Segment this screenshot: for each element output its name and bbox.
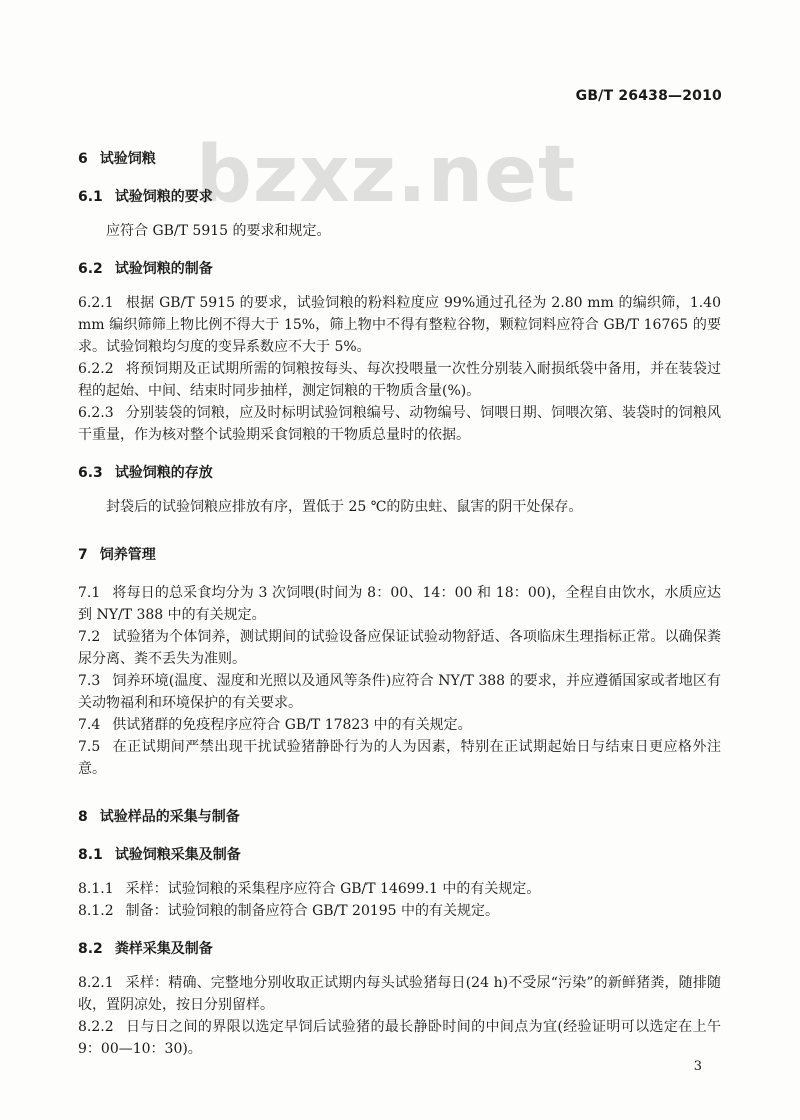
- clause-7-3: [78, 670, 721, 714]
- section-6-3-text: 封袋后的试验饲粮应排放有序，置低于 25 ℃的防虫蛀、鼠害的阴干处保存。: [106, 499, 583, 515]
- clause-number: 8.2.1: [78, 975, 114, 991]
- section-number: 7: [78, 547, 88, 563]
- clause-text: 饲养环境(温度、湿度和光照以及通风等条件)应符合 NY/T 388 的要求，并应遵循国家或者地区有关动物福利和环境保护的有关要求。: [78, 673, 721, 711]
- clause-number: 7.3: [78, 673, 101, 689]
- section-6-1-text: 应符合 GB/T 5915 的要求和规定。: [106, 223, 331, 239]
- section-title: 饲养管理: [99, 547, 156, 563]
- clause-8-1-2: [78, 900, 721, 922]
- clause-7-2: [78, 626, 721, 670]
- clause-number: 7.1: [78, 585, 101, 601]
- clause-text: 日与日之间的界限以选定早饲后试验猪的最长静卧时间的中间点为宜(经验证明可以选定在上午 9：00—10：30)。: [78, 1019, 721, 1057]
- clause-text: 将预饲期及正试期所需的饲粮按每头、每次投喂量一次性分别装入耐损纸袋中备用，并在装袋过程的起始、中间、结束时同步抽样，测定饲粮的干物质含量(%)。: [78, 361, 721, 399]
- section-number: 6.1: [78, 189, 103, 205]
- section-title: 试验饲粮的制备: [114, 261, 213, 277]
- section-number: 6.2: [78, 261, 103, 277]
- section-title: 试验饲粮的存放: [114, 465, 213, 481]
- clause-7-1: [78, 582, 721, 626]
- section-8-2-heading: [78, 938, 721, 960]
- clause-number: 7.2: [78, 629, 101, 645]
- section-number: 6.3: [78, 465, 103, 481]
- clause-6-2-2: [78, 358, 721, 402]
- clause-text: 供试猪群的免疫程序应符合 GB/T 17823 中的有关规定。: [112, 717, 472, 733]
- clause-7-4: [78, 714, 721, 736]
- document-body: [78, 148, 721, 1060]
- section-title: 试验饲粮采集及制备: [114, 847, 241, 863]
- clause-text: 将每日的总采食均分为 3 次饲喂(时间为 8：00、14：00 和 18：00)，全程自由饮水，水质应达到 NY/T 388 中的有关规定。: [78, 585, 721, 623]
- clause-number: 8.2.2: [78, 1019, 114, 1035]
- clause-number: 8.1.1: [78, 881, 114, 897]
- page-number: 3: [693, 1059, 702, 1074]
- section-number: 8.2: [78, 941, 103, 957]
- clause-text: 根据 GB/T 5915 的要求，试验饲粮的粉料粒度应 99%通过孔径为 2.80 mm 的编织筛，1.40 mm 编织筛筛上物比例不得大于 15%，筛上物中不得有整粒谷物，颗粒饲料应符合 GB/T 16765 的要求。试验饲粮均匀度的变异系数应不大于 5%。: [78, 295, 721, 355]
- section-7-heading: [78, 544, 721, 566]
- section-6-2-heading: [78, 258, 721, 280]
- clause-number: 8.1.2: [78, 903, 114, 919]
- clause-8-2-1: [78, 972, 721, 1016]
- section-6-1-heading: [78, 186, 721, 208]
- section-title: 试验饲粮: [99, 151, 156, 167]
- clause-text: 试验猪为个体饲养，测试期间的试验设备应保证试验动物舒适、各项临床生理指标正常。以确保粪尿分离、粪不丢失为准则。: [78, 629, 721, 667]
- clause-number: 7.5: [78, 739, 101, 755]
- section-number: 8.1: [78, 847, 103, 863]
- clause-number: 6.2.3: [78, 405, 114, 421]
- clause-text: 制备：试验饲粮的制备应符合 GB/T 20195 中的有关规定。: [125, 903, 500, 919]
- section-8-1-heading: [78, 844, 721, 866]
- clause-6-2-1: [78, 292, 721, 358]
- clause-text: 在正试期间严禁出现干扰试验猪静卧行为的人为因素，特别在正试期起始日与结束日更应格外注意。: [78, 739, 721, 777]
- clause-7-5: [78, 736, 721, 780]
- clause-8-2-2: [78, 1016, 721, 1060]
- section-title: 试验饲粮的要求: [114, 189, 213, 205]
- clause-text: 分别装袋的饲粮，应及时标明试验饲粮编号、动物编号、饲喂日期、饲喂次第、装袋时的饲粮风干重量，作为核对整个试验期采食饲粮的干物质总量时的依据。: [78, 405, 721, 443]
- clause-number: 7.4: [78, 717, 101, 733]
- section-6-3-heading: [78, 462, 721, 484]
- clause-text: 采样：精确、完整地分别收取正试期内每头试验猪每日(24 h)不受尿“污染”的新鲜猪粪，随排随收，置阴凉处，按日分别留样。: [78, 975, 721, 1013]
- section-6-heading: [78, 148, 721, 170]
- watermark: bzxz.net: [196, 130, 577, 220]
- clause-8-1-1: [78, 878, 721, 900]
- clause-number: 6.2.1: [78, 295, 114, 311]
- clause-number: 6.2.2: [78, 361, 114, 377]
- section-8-heading: [78, 806, 721, 828]
- clause-6-2-3: [78, 402, 721, 446]
- section-title: 试验样品的采集与制备: [99, 809, 240, 825]
- section-title: 粪样采集及制备: [114, 941, 213, 957]
- clause-text: 采样：试验饲粮的采集程序应符合 GB/T 14699.1 中的有关规定。: [125, 881, 541, 897]
- section-number: 8: [78, 809, 88, 825]
- section-number: 6: [78, 151, 88, 167]
- standard-code: GB/T 26438—2010: [575, 88, 722, 104]
